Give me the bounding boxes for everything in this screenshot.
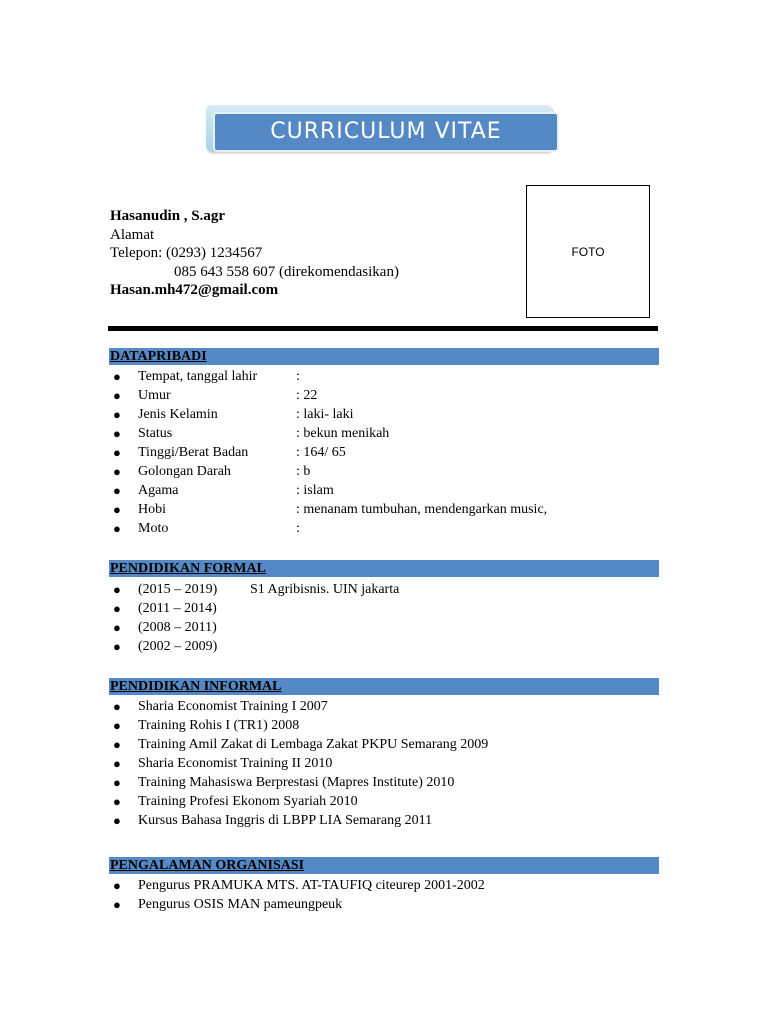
bullet-icon: ● (113, 502, 121, 517)
bullet-icon: ● (113, 737, 121, 752)
list-item: ● Training Rohis I (TR1) 2008 (113, 718, 300, 733)
section-header-informal-education: PENDIDIKAN INFORMAL (109, 678, 659, 695)
section-header-organization: PENGALAMAN ORGANISASI (109, 857, 659, 874)
list-item: ● Tempat, tanggal lahir : (113, 369, 300, 384)
bullet-icon: ● (113, 813, 121, 828)
bullet-icon: ● (113, 483, 121, 498)
list-item: ● Tinggi/Berat Badan : 164/ 65 (113, 445, 346, 460)
list-item: ● (2008 – 2011) (113, 620, 217, 635)
divider (108, 326, 658, 331)
bullet-icon: ● (113, 718, 121, 733)
bullet-icon: ● (113, 601, 121, 616)
list-item: ● Umur : 22 (113, 388, 318, 403)
list-item: ● Training Profesi Ekonom Syariah 2010 (113, 794, 358, 809)
photo-placeholder (526, 185, 650, 318)
email: Hasan.mh472@gmail.com (110, 282, 279, 298)
list-item: ● Kursus Bahasa Inggris di LBPP LIA Semarang 2011 (113, 813, 433, 828)
bullet-icon: ● (113, 369, 121, 384)
bullet-icon: ● (113, 897, 121, 912)
bullet-icon: ● (113, 464, 121, 479)
bullet-icon: ● (113, 794, 121, 809)
list-item: ● Hobi : menanam tumbuhan, mendengarkan music, (113, 502, 548, 517)
formal-education-list (110, 580, 399, 656)
bullet-icon: ● (113, 521, 121, 536)
informal-education-list (110, 697, 488, 830)
list-item: ● Sharia Economist Training II 2010 (113, 756, 333, 771)
title-banner: CURRICULUM VITAE (213, 112, 559, 152)
bullet-icon: ● (113, 582, 121, 597)
address: Alamat (110, 226, 155, 243)
list-item: ● Pengurus PRAMUKA MTS. AT-TAUFIQ citeurep 2001-2002 (113, 878, 485, 893)
bullet-icon: ● (113, 620, 121, 635)
list-item: ● Sharia Economist Training I 2007 (113, 699, 328, 714)
personal-data-list (110, 367, 547, 538)
list-item: ● Pengurus OSIS MAN pameungpeuk (113, 897, 343, 912)
bullet-icon: ● (113, 407, 121, 422)
bullet-icon: ● (113, 426, 121, 441)
bullet-icon: ● (113, 388, 121, 403)
contact-header (110, 207, 399, 300)
organization-list (110, 876, 485, 914)
bullet-icon: ● (113, 699, 121, 714)
list-item: ● (2002 – 2009) (113, 639, 218, 654)
photo-label: FOTO (571, 244, 605, 259)
list-item: ● Jenis Kelamin : laki- laki (113, 407, 354, 422)
list-item: ● Training Amil Zakat di Lembaga Zakat PKPU Semarang 2009 (113, 737, 489, 752)
phone-secondary: 085 643 558 607 (direkomendasikan) (174, 263, 399, 280)
bullet-icon: ● (113, 756, 121, 771)
list-item: ● (2015 – 2019) S1 Agribisnis. UIN jakarta (113, 582, 400, 597)
bullet-icon: ● (113, 878, 121, 893)
list-item: ● Golongan Darah : b (113, 464, 311, 479)
list-item: ● Moto : (113, 521, 300, 536)
bullet-icon: ● (113, 639, 121, 654)
section-header-personal: DATAPRIBADI (109, 348, 659, 365)
bullet-icon: ● (113, 775, 121, 790)
list-item: ● Status : bekun menikah (113, 426, 390, 441)
list-item: ● Agama : islam (113, 483, 334, 498)
phone-primary: Telepon: (0293) 1234567 (110, 245, 263, 261)
bullet-icon: ● (113, 445, 121, 460)
list-item: ● (2011 – 2014) (113, 601, 217, 616)
list-item: ● Training Mahasiswa Berprestasi (Mapres Institute) 2010 (113, 775, 455, 790)
applicant-name: Hasanudin , S.agr (110, 208, 226, 224)
section-header-formal-education: PENDIDIKAN FORMAL (109, 560, 659, 577)
